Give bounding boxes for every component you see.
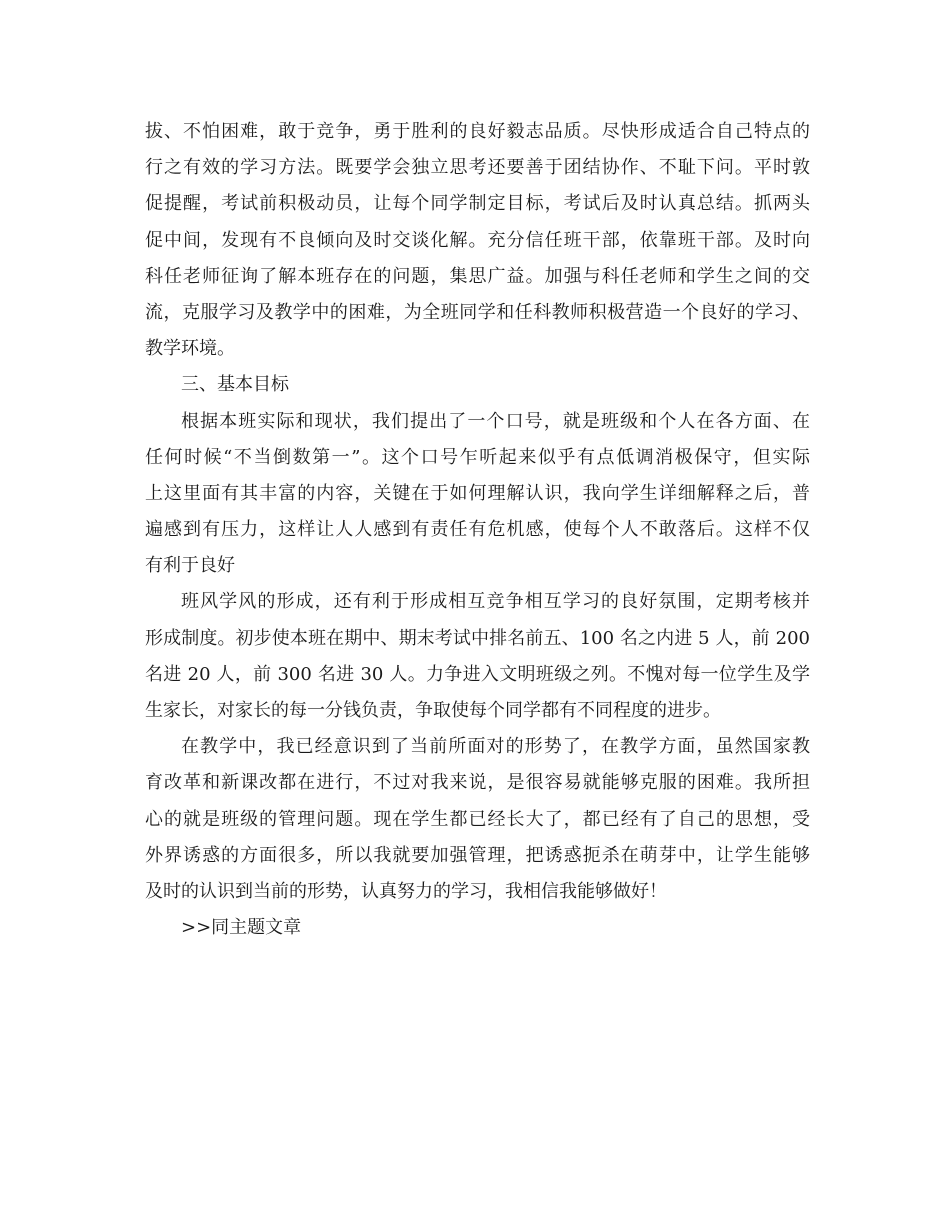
paragraph-line: 及时的认识到当前的形势，认真努力的学习，我相信我能够做好！ — [145, 880, 667, 902]
paragraph-line: 外界诱惑的方面很多，所以我就要加强管理，把诱惑扼杀在萌芽中，让学生能够 — [145, 844, 810, 866]
paragraph-line: 在教学中，我已经意识到了当前所面对的形势了，在教学方面，虽然国家教 — [181, 736, 810, 758]
paragraph-line: 根据本班实际和现状，我们提出了一个口号，就是班级和个人在各方面、在 — [181, 410, 810, 432]
paragraph-line: 生家长，对家长的每一分钱负责，争取使每个同学都有不同程度的进步。 — [145, 700, 721, 721]
paragraph-line: 拔、不怕困难，敢于竞争，勇于胜利的良好毅志品质。尽快形成适合自己特点的 — [145, 121, 810, 142]
paragraph-line: 形成制度。初步使本班在期中、期末考试中排名前五、100 名之内进 5 人，前 200 — [145, 627, 810, 649]
paragraph-line: 名进 20 人，前 300 名进 30 人。力争进入文明班级之列。不愧对每一位学生及学 — [145, 663, 810, 685]
paragraph-line: 任何时候“不当倒数第一”。这个口号乍听起来似乎有点低调消极保守，但实际 — [145, 446, 810, 468]
paragraph-line: 促提醒，考试前积极动员，让每个同学制定目标，考试后及时认真总结。抓两头 — [145, 193, 810, 215]
paragraph-line: 育改革和新课改都在进行，不过对我来说，是很容易就能够克服的困难。我所担 — [145, 772, 810, 794]
section-heading: 三、基本目标 — [181, 374, 289, 396]
paragraph-line: 心的就是班级的管理问题。现在学生都已经长大了，都已经有了自己的思想，受 — [145, 808, 810, 830]
paragraph-line: 有利于良好 — [145, 555, 235, 577]
paragraph-line: 科任老师征询了解本班存在的问题，集思广益。加强与科任老师和学生之间的交 — [145, 265, 810, 287]
paragraph-line: 上这里面有其丰富的内容，关键在于如何理解认识，我向学生详细解释之后，普 — [145, 482, 810, 504]
related-articles-link[interactable]: >>同主题文章 — [181, 917, 302, 939]
paragraph-line: 流，克服学习及教学中的困难，为全班同学和任科教师积极营造一个良好的学习、 — [145, 301, 810, 323]
paragraph-line: 行之有效的学习方法。既要学会独立思考还要善于团结协作、不耻下问。平时敦 — [145, 157, 810, 179]
paragraph-line: 班风学风的形成，还有利于形成相互竞争相互学习的良好氛围，定期考核并 — [181, 591, 810, 613]
document-body — [145, 114, 810, 946]
paragraph-line: 教学环境。 — [145, 338, 235, 360]
paragraph-line: 遍感到有压力，这样让人人感到有责任有危机感，使每个人不敢落后。这样不仅 — [145, 519, 810, 541]
paragraph-line: 促中间，发现有不良倾向及时交谈化解。充分信任班干部，依靠班干部。及时向 — [145, 229, 810, 251]
